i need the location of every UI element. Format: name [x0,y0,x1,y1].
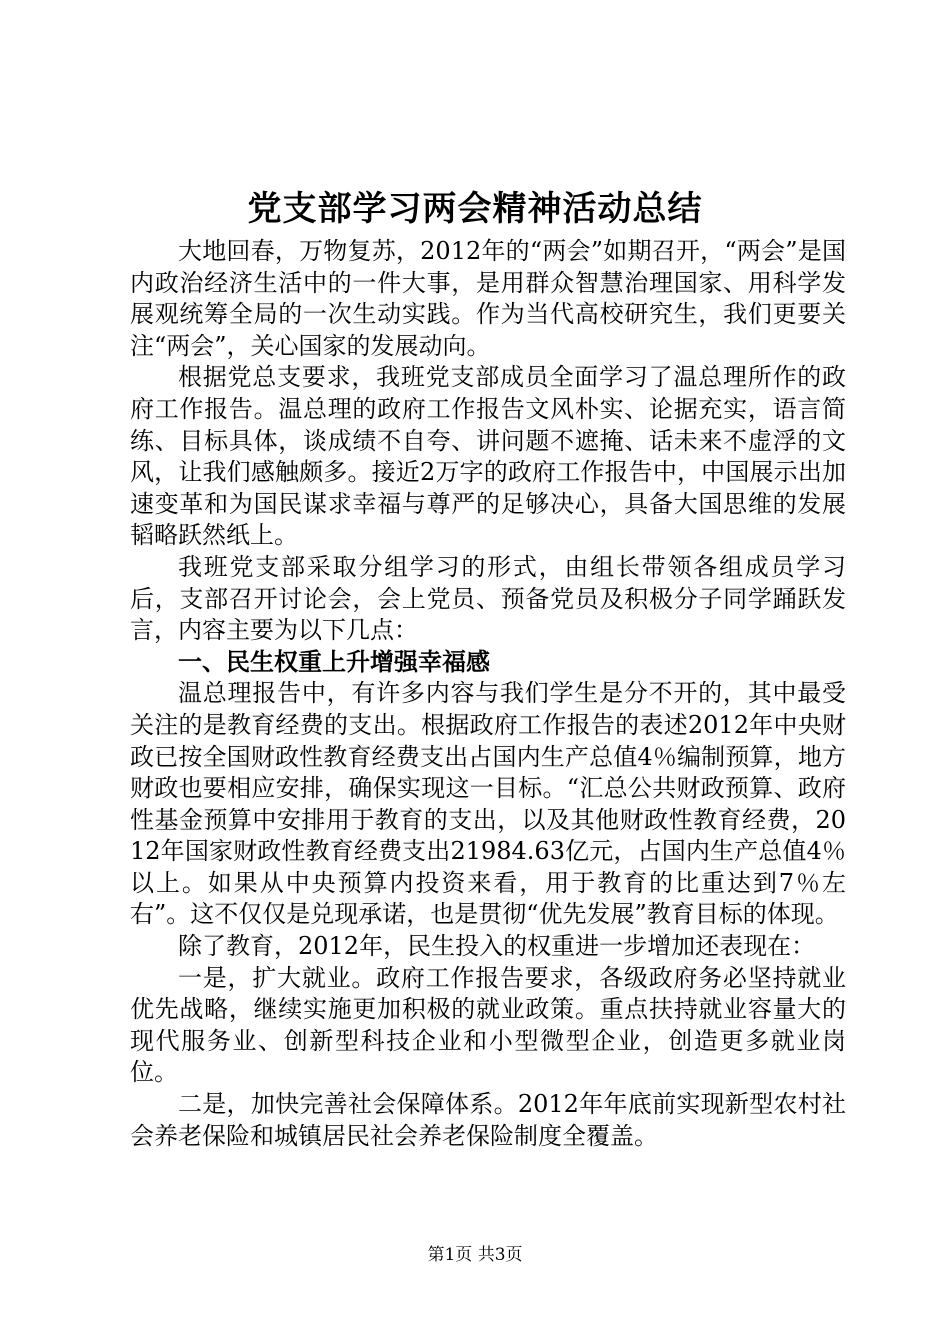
paragraph-intro: 大地回春，万物复苏，2012年的“两会”如期召开，“两会”是国内政治经济生活中的一件大事，是用群众智慧治理国家、用科学发展观统筹全局的一次生动实践。作为当代高校研究生，我们更要关注“两会”，关心国家的发展动向。 [130,237,846,360]
page-footer: 第1页 共3页 [427,1245,523,1265]
paragraph-livelihood: 除了教育，2012年，民生投入的权重进一步增加还表现在： [178,932,816,961]
paragraph-education: 温总理报告中，有许多内容与我们学生是分不开的，其中最受关注的是教育经费的支出。根据政府工作报告的表述2012年中央财政已按全国财政性教育经费支出占国内生产总值4％编制预算，地方财政也要相应安排，确保实现这一目标。“汇总公共财政预算、政府性基金预算中安排用于教育的支出，以及其他财政性教育经费，2012年国家财政性教育经费支出21984.63亿元，占国内生产总值4％以上。如果从中央预算内投资来看，用于教育的比重达到7％左右”。这不仅仅是兑现承诺，也是贯彻“优先发展”教育目标的体现。 [130,679,846,929]
paragraph-report-study: 根据党总支要求，我班党支部成员全面学习了温总理所作的政府工作报告。温总理的政府工作报告文风朴实、论据充实，语言简练、目标具体，谈成绩不自夸、讲问题不遮掩、话未来不虚浮的文风，让我们感触颇多。接近2万字的政府工作报告中，中国展示出加速变革和为国民谋求幸福与尊严的足够决心，具备大国思维的发展韬略跃然纸上。 [130,363,846,550]
document-body [130,236,846,1152]
paragraph-social-security: 二是，加快完善社会保障体系。2012年年底前实现新型农村社会养老保险和城镇居民社会养老保险制度全覆盖。 [130,1090,846,1150]
document-title: 党支部学习两会精神活动总结 [247,189,703,229]
section-heading: 一、民生权重上升增强幸福感 [178,647,490,676]
paragraph-employment: 一是，扩大就业。政府工作报告要求，各级政府务必坚持就业优先战略，继续实施更加积极的就业政策。重点扶持就业容量大的现代服务业、创新型科技企业和小型微型企业，创造更多就业岗位。 [130,963,846,1087]
paragraph-group-study: 我班党支部采取分组学习的形式，由组长带领各组成员学习后，支部召开讨论会，会上党员、预备党员及积极分子同学踊跃发言，内容主要为以下几点： [130,552,846,645]
